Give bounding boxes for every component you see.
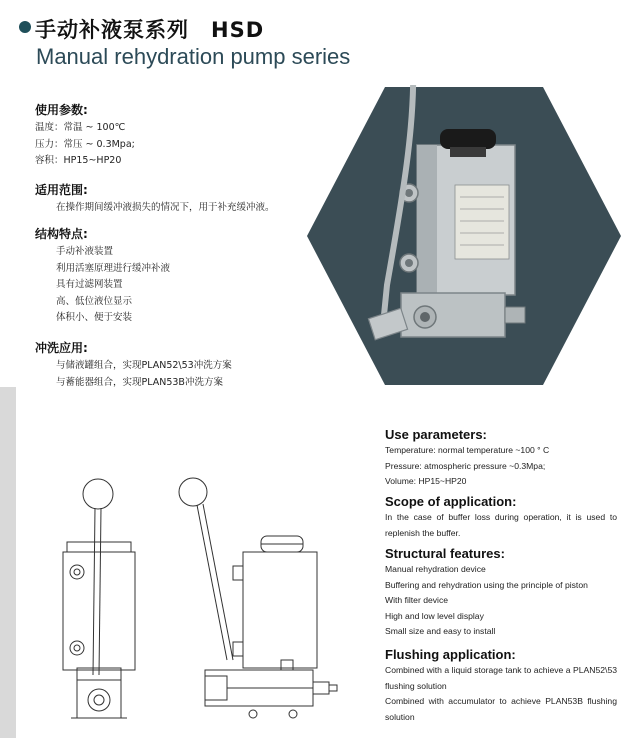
- title-chinese: 手动补液泵系列 HSD: [35, 18, 265, 42]
- zh-params-line: 容积：HP15~HP20: [35, 155, 122, 166]
- en-scope-text: In the case of buffer loss during operation, it is used to replenish the buffer.: [385, 512, 617, 538]
- zh-flushing-section: [35, 339, 232, 391]
- title-english: Manual rehydration pump series: [36, 44, 351, 69]
- front-view-drawing: [63, 479, 135, 718]
- zh-feature-item: 具有过滤网装置: [56, 279, 123, 290]
- en-scope-section: [385, 494, 617, 541]
- zh-params-section: [35, 101, 135, 170]
- circle-bullet-icon: [19, 21, 31, 33]
- zh-feature-item: 体积小、便于安装: [56, 312, 133, 323]
- en-features-heading: Structural features:: [385, 546, 505, 561]
- zh-feature-item: 利用活塞原理进行缓冲补液: [56, 262, 171, 274]
- en-feature-item: With filter device: [385, 595, 449, 606]
- en-params-line: Temperature: normal temperature ~100 ° C: [385, 445, 550, 455]
- zh-params-line: 温度：常温 ~ 100℃: [35, 122, 126, 133]
- zh-params-heading: 使用参数:: [35, 103, 88, 117]
- zh-scope-section: [35, 181, 275, 217]
- en-flushing-section: [385, 647, 617, 725]
- zh-flushing-item: 与储液罐组合，实现PLAN52\53冲洗方案: [56, 360, 232, 371]
- en-flushing-paragraph: Combined with accumulator to achieve PLAN53B flushing solution: [385, 696, 617, 722]
- technical-drawing: [55, 470, 355, 732]
- sidebar-strip: [0, 387, 16, 738]
- en-flushing-heading: Flushing application:: [385, 647, 516, 662]
- zh-flushing-heading: 冲洗应用:: [35, 341, 88, 355]
- en-features-section: [385, 546, 617, 640]
- en-params-heading: Use parameters:: [385, 427, 487, 442]
- pump-top-cap: [440, 129, 496, 149]
- zh-params-line: 压力：常压 ~ 0.3Mpa;: [35, 138, 135, 150]
- en-params-section: [385, 427, 617, 490]
- en-params-line: Volume: HP15~HP20: [385, 476, 467, 487]
- en-scope-heading: Scope of application:: [385, 494, 517, 509]
- pump-label-plate: [455, 185, 509, 259]
- en-feature-item: Manual rehydration device: [385, 564, 486, 574]
- en-feature-item: Small size and easy to install: [385, 626, 496, 637]
- zh-flushing-item: 与蓄能器组合，实现PLAN53B冲洗方案: [56, 376, 223, 388]
- product-photo: [305, 85, 623, 387]
- en-feature-item: Buffering and rehydration using the principle of piston: [385, 579, 588, 590]
- en-params-line: Pressure: atmospheric pressure ~0.3Mpa;: [385, 460, 546, 471]
- en-feature-item: High and low level display: [385, 610, 484, 621]
- side-view-drawing: [179, 478, 337, 718]
- zh-feature-item: 高、低位液位显示: [56, 295, 133, 307]
- zh-feature-item: 手动补液装置: [56, 246, 114, 257]
- zh-scope-line: 在操作期间缓冲液损失的情况下，用于补充缓冲液。: [56, 202, 275, 213]
- zh-features-heading: 结构特点:: [35, 227, 88, 241]
- zh-scope-heading: 适用范围:: [35, 183, 88, 197]
- zh-features-section: [35, 225, 170, 327]
- en-flushing-paragraph: Combined with a liquid storage tank to achieve a PLAN52\53 flushing solution: [385, 665, 617, 691]
